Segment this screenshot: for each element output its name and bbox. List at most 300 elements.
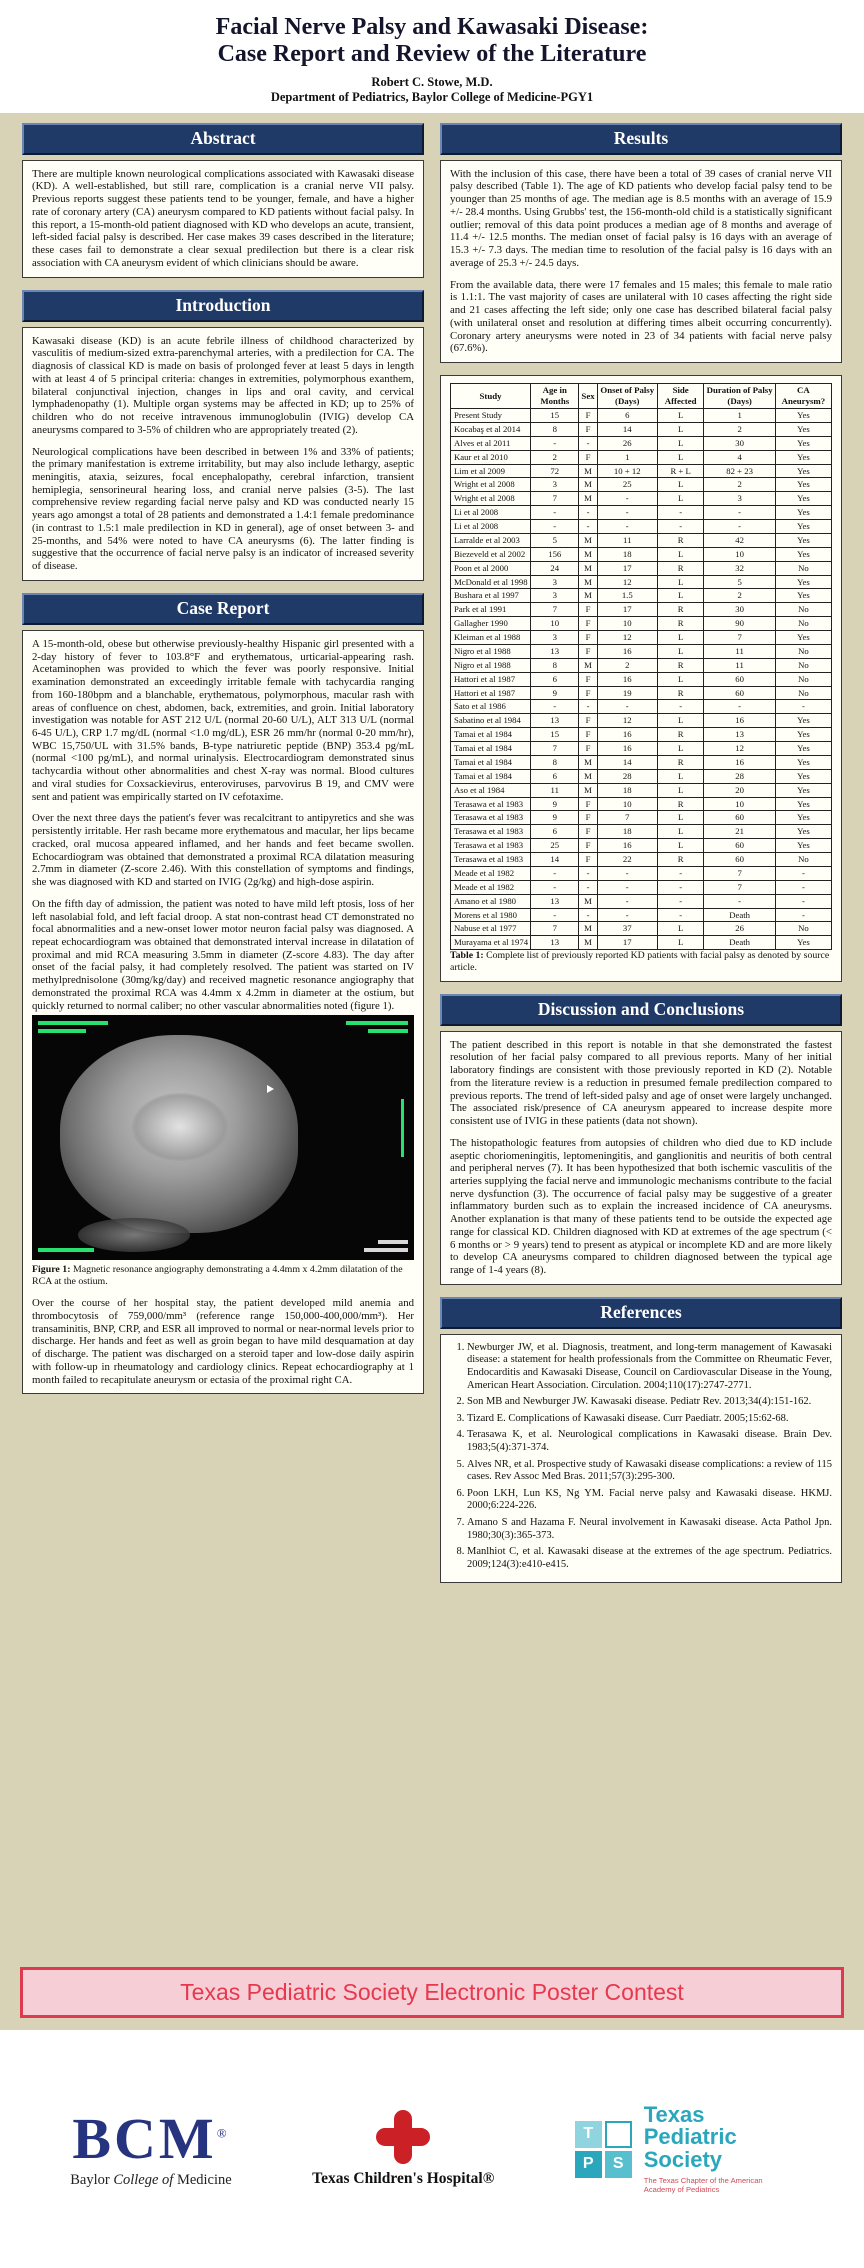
cell-side: R [657, 728, 704, 742]
section-discussion [440, 994, 842, 1285]
mri-overlay-annotation [38, 1029, 86, 1033]
table-row [451, 644, 832, 658]
cell-sex: M [579, 769, 597, 783]
bcm-name-italic: College of [113, 2171, 174, 2188]
section-references [440, 1297, 842, 1584]
cell-side: L [657, 922, 704, 936]
cell-sex: F [579, 811, 597, 825]
mri-overlay-annotation [346, 1021, 408, 1025]
table-header-cell: Side Affected [657, 384, 704, 409]
cell-aneurysm: Yes [775, 409, 831, 423]
abstract-box [22, 160, 424, 278]
cell-age: 13 [531, 644, 579, 658]
cell-aneurysm: Yes [775, 436, 831, 450]
table-header-cell: Sex [579, 384, 597, 409]
cell-aneurysm: Yes [775, 533, 831, 547]
section-table [440, 375, 842, 982]
cell-study: Tamai et al 1984 [451, 742, 531, 756]
table-head [451, 384, 832, 409]
cell-age: - [531, 908, 579, 922]
cell-sex: F [579, 409, 597, 423]
cell-onset: 37 [597, 922, 657, 936]
table-header-cell: CA Aneurysm? [775, 384, 831, 409]
cell-aneurysm: No [775, 658, 831, 672]
cell-aneurysm: No [775, 853, 831, 867]
cell-study: Sato et al 1986 [451, 700, 531, 714]
cell-side: L [657, 644, 704, 658]
cell-side: - [657, 520, 704, 534]
table-row [451, 422, 832, 436]
cell-age: - [531, 436, 579, 450]
section-introduction [22, 290, 424, 581]
cell-sex: F [579, 728, 597, 742]
table-header-cell: Duration of Palsy (Days) [704, 384, 775, 409]
cell-study: Hattori et al 1987 [451, 686, 531, 700]
cell-study: Morens et al 1980 [451, 908, 531, 922]
cell-duration: - [704, 520, 775, 534]
table-header-cell: Study [451, 384, 531, 409]
cell-age: - [531, 700, 579, 714]
cell-duration: 12 [704, 742, 775, 756]
cell-side: L [657, 450, 704, 464]
cell-duration: 2 [704, 478, 775, 492]
cell-duration: 20 [704, 783, 775, 797]
cell-age: 6 [531, 672, 579, 686]
references-box [440, 1334, 842, 1584]
mri-overlay-annotation [38, 1021, 108, 1025]
mri-overlay-annotation [364, 1248, 408, 1252]
cell-onset: - [597, 492, 657, 506]
figure-1-caption-label: Figure 1: [32, 1264, 73, 1276]
cell-side: L [657, 575, 704, 589]
cell-sex: M [579, 533, 597, 547]
cell-sex: - [579, 520, 597, 534]
cell-sex: F [579, 742, 597, 756]
cell-onset: 18 [597, 783, 657, 797]
cell-side: L [657, 769, 704, 783]
reference-item: 3. Tizard E. Complications of Kawasaki disease. Curr Paediatr. 2005;15:62-68. [467, 1413, 832, 1426]
texas-childrens-logo [312, 2110, 494, 2188]
cell-study: Terasawa et al 1983 [451, 811, 531, 825]
cell-aneurysm: Yes [775, 783, 831, 797]
cell-sex: M [579, 894, 597, 908]
cell-side: L [657, 672, 704, 686]
paragraph: A 15-month-old, obese but otherwise previously-healthy Hispanic girl presented with a 2-day history of fever to 103.8°F and erythematous, urticarial-appearing rash. Acetaminophen was provided to which the fever was poorly responsive. Initial examination demonstrated an exceedingly irritable female with tachycardia ranging from 160-180bpm and a blanchable, erythematous, polymorphous, macular rash with areas of confluence on chest, abdomen, back, extremities, and groin. Initial laboratory investigation was notable for AST 212 U/L (normal 20-60 U/L), ALT 313 U/L (normal 6-45 U/L), CRP 1.7 mg/dL (normal <1.0 mg/dL), ESR 26 mm/hr (normal 0-20 mm/hr), WBC 15,750/UL with 31.5% bands, B-type natriuretic peptide (BNP) 353.4 pg/mL (normal <100 pg/mL), and normal urinalysis. Electrocardiogram demonstrated sinus tachycardia without other abnormalities and chest X-ray was normal. Blood cultures and viral studies for Coxsackievirus, enteroviruses, parvovirus B 19, and CMV were sent and patient was empirically started on IV cefotaxime. [32, 637, 414, 803]
cell-duration: Death [704, 908, 775, 922]
cell-onset: 28 [597, 769, 657, 783]
cell-onset: - [597, 880, 657, 894]
cell-sex: F [579, 450, 597, 464]
reference-item: 8. Manlhiot C, et al. Kawasaki disease at the extremes of the age spectrum. Pediatrics. 2009;124(3):e410-e415. [467, 1546, 832, 1571]
mri-rca-marker [267, 1085, 274, 1093]
cell-onset: 11 [597, 533, 657, 547]
cell-age: 7 [531, 742, 579, 756]
paragraph: With the inclusion of this case, there have been a total of 39 cases of cranial nerve VII palsy described (Table 1). The age of KD patients who develop facial palsy tend to be younger than 25 months of age. The median age is 8.5 months with an average of 15.9 +/- 28.4 months. Using Grubbs' test, the 156-month-old child is a statistically significant outlier; removal of this data point produces a median age of 8 months and average of 11.4 +/- 12.5 months. The median onset of facial palsy is 16 days with an average of 15.3 +/- 7.3 days. The median time to resolution of the facial palsy is 16 days with an average of 25.3 +/- 24.5 days. [450, 167, 832, 269]
table-row [451, 894, 832, 908]
poster-title-line2: Case Report and Review of the Literature [217, 40, 647, 67]
cell-onset: 6 [597, 409, 657, 423]
cell-age: 9 [531, 811, 579, 825]
cell-age: 156 [531, 547, 579, 561]
section-results [440, 123, 842, 363]
table-row [451, 908, 832, 922]
cell-aneurysm: Yes [775, 755, 831, 769]
cell-side: - [657, 506, 704, 520]
cell-side: L [657, 936, 704, 950]
table-row [451, 797, 832, 811]
cell-duration: 42 [704, 533, 775, 547]
table-row [451, 700, 832, 714]
cell-duration: 16 [704, 755, 775, 769]
table-row [451, 478, 832, 492]
cell-onset: 14 [597, 755, 657, 769]
author-affiliation: Department of Pediatrics, Baylor College of Medicine-PGY1 [270, 89, 594, 104]
cell-aneurysm: Yes [775, 492, 831, 506]
table-row [451, 728, 832, 742]
table-row [451, 742, 832, 756]
paragraph: From the available data, there were 17 females and 15 males; this female to male ratio is 1.1:1. The vast majority of cases are unilateral with 10 cases affecting the right side and 21 cases affecting the left side; only one case has described bilateral facial palsy (with unilateral onset and resolution at differing times albeit occurring concurrently). Coronary artery aneurysms were noted in 23 of 34 patients with facial nerve palsy (67.6%). [450, 278, 832, 355]
cell-side: R [657, 686, 704, 700]
paragraph: Over the next three days the patient's fever was recalcitrant to antipyretics and she was persistently irritable. Her rash became more erythematous and macular, her lips became cracked, oral mucosa appeared inflamed, and her hands and feet became swollen. Echocardiogram was obtained that demonstrated a proximal RCA dilatation measuring 2.7mm in diameter (Z-score 2.46). With this constellation of symptoms and findings, she was diagnosed with KD and started on IVIG (2g/kg) and high-dose aspirin. [32, 812, 414, 889]
reference-item: 6. Poon LKH, Lun KS, Ng YM. Facial nerve palsy and Kawasaki disease. HKMJ. 2000;6:224-226. [467, 1488, 832, 1513]
cell-sex: F [579, 631, 597, 645]
contest-banner: Texas Pediatric Society Electronic Poster Contest [20, 1967, 844, 2018]
cell-onset: 12 [597, 575, 657, 589]
cell-duration: 16 [704, 714, 775, 728]
cell-age: 9 [531, 686, 579, 700]
figure-1-caption [32, 1264, 414, 1288]
cell-side: L [657, 825, 704, 839]
cell-side: R [657, 853, 704, 867]
cell-study: Gallagher 1990 [451, 617, 531, 631]
cell-sex: F [579, 853, 597, 867]
cell-sex: F [579, 714, 597, 728]
table-caption-text: Complete list of previously reported KD patients with facial palsy as denoted by source article. [450, 950, 830, 973]
cell-aneurysm: Yes [775, 478, 831, 492]
cell-aneurysm: Yes [775, 422, 831, 436]
cell-age: - [531, 506, 579, 520]
cell-side: R [657, 561, 704, 575]
cell-study: Murayama et al 1974 [451, 936, 531, 950]
cell-onset: 16 [597, 742, 657, 756]
cell-sex: M [579, 547, 597, 561]
table-row [451, 561, 832, 575]
cell-sex: - [579, 700, 597, 714]
cell-onset: 10 [597, 797, 657, 811]
cell-sex: F [579, 644, 597, 658]
cell-study: Tamai et al 1984 [451, 728, 531, 742]
introduction-header: Introduction [22, 290, 424, 322]
cell-age: 14 [531, 853, 579, 867]
reference-item: 4. Terasawa K, et al. Neurological complications in Kawasaki disease. Brain Dev. 1983;5(4):371-374. [467, 1429, 832, 1454]
cell-side: - [657, 894, 704, 908]
cell-aneurysm: Yes [775, 450, 831, 464]
cell-study: McDonald et al 1998 [451, 575, 531, 589]
case-report-box [22, 630, 424, 1394]
columns [0, 113, 864, 1953]
abstract-header: Abstract [22, 123, 424, 155]
cell-onset: 17 [597, 561, 657, 575]
cell-age: 7 [531, 922, 579, 936]
cell-duration: 13 [704, 728, 775, 742]
table-row [451, 436, 832, 450]
cell-duration: 11 [704, 658, 775, 672]
cell-study: Wright et al 2008 [451, 478, 531, 492]
reference-item: 1. Newburger JW, et al. Diagnosis, treatment, and long-term management of Kawasaki disease: a statement for health professionals from the Committee on Rheumatic Fever, Endocarditis and Kawasaki Disease, Council on Cardiovascular Disease in the Young, American Heart Association. Circulation. 2004;110(17):2747-2771. [467, 1342, 832, 1392]
cell-sex: M [579, 492, 597, 506]
cell-sex: M [579, 464, 597, 478]
cell-side: L [657, 783, 704, 797]
section-abstract [22, 123, 424, 278]
cell-age: 13 [531, 894, 579, 908]
author-name: Robert C. Stowe, M.D. [371, 74, 493, 89]
section-case-report [22, 593, 424, 1394]
table-body [451, 409, 832, 950]
cell-study: Wright et al 2008 [451, 492, 531, 506]
references-header: References [440, 1297, 842, 1329]
table-box [440, 375, 842, 982]
cell-study: Present Study [451, 409, 531, 423]
cell-onset: - [597, 700, 657, 714]
cell-onset: 22 [597, 853, 657, 867]
cell-age: 5 [531, 533, 579, 547]
bcm-name-post: Medicine [173, 2171, 232, 2188]
cell-sex: - [579, 880, 597, 894]
mri-brain-highlight [132, 1093, 228, 1161]
cell-duration: 7 [704, 880, 775, 894]
cell-duration: 5 [704, 575, 775, 589]
cell-study: Terasawa et al 1983 [451, 825, 531, 839]
table-caption [450, 950, 832, 974]
cell-side: R + L [657, 464, 704, 478]
results-box [440, 160, 842, 363]
cell-age: 72 [531, 464, 579, 478]
cell-study: Poon et al 2000 [451, 561, 531, 575]
cell-onset: - [597, 866, 657, 880]
cell-duration: Death [704, 936, 775, 950]
cell-study: Alves et al 2011 [451, 436, 531, 450]
cell-onset: 16 [597, 672, 657, 686]
cell-study: Tamai et al 1984 [451, 755, 531, 769]
mri-overlay-annotation [378, 1240, 408, 1244]
table-row [451, 866, 832, 880]
cell-duration: - [704, 506, 775, 520]
cell-side: R [657, 603, 704, 617]
cell-onset: 2 [597, 658, 657, 672]
cell-duration: 82 + 23 [704, 464, 775, 478]
cell-age: 13 [531, 936, 579, 950]
mri-secondary-structure [78, 1218, 190, 1252]
cell-onset: 25 [597, 478, 657, 492]
cell-study: Amano et al 1980 [451, 894, 531, 908]
cell-sex: M [579, 936, 597, 950]
table-header-cell: Age in Months [531, 384, 579, 409]
tps-word-texas: Texas [643, 2101, 705, 2127]
cell-aneurysm: Yes [775, 742, 831, 756]
cell-side: - [657, 880, 704, 894]
cell-side: - [657, 700, 704, 714]
table-row [451, 589, 832, 603]
table-row [451, 520, 832, 534]
cell-sex: F [579, 603, 597, 617]
cell-onset: 26 [597, 436, 657, 450]
table-header-row [451, 384, 832, 409]
cell-duration: 60 [704, 686, 775, 700]
cell-sex: - [579, 866, 597, 880]
bcm-acronym: BCM [72, 2105, 217, 2171]
cell-side: L [657, 839, 704, 853]
cell-onset: 18 [597, 825, 657, 839]
cell-age: 8 [531, 755, 579, 769]
cell-duration: 7 [704, 866, 775, 880]
cell-study: Li et al 2008 [451, 520, 531, 534]
mri-overlay-annotation [38, 1248, 94, 1252]
table-row [451, 769, 832, 783]
paragraph: On the fifth day of admission, the patient was noted to have mild left ptosis, loss of her left nasolabial fold, and left facial droop. A stat non-contrast head CT demonstrated no focal abnormalities and a new-onset lower motor neuron facial palsy was diagnosed. A repeat echocardiogram was obtained that demonstrated interval increase in dilatation of proximal and mid RCA measuring 3.5mm in diameter (Z-score 4.83). The day after onset of the facial palsy, it had completely resolved. The patient was started on IV methylprednisolone (30mg/kg/day) and received magnetic resonance angiography that demonstrated the proximal RCA was 4.4mm x 4.2mm in diameter at the ostium, but quickly returned to normal caliber; no other vascular abnormalities noted (figure 1). [32, 897, 414, 1012]
table-row [451, 575, 832, 589]
cell-duration: 28 [704, 769, 775, 783]
cell-sex: F [579, 825, 597, 839]
cell-duration: 4 [704, 450, 775, 464]
cell-side: R [657, 533, 704, 547]
cell-side: L [657, 492, 704, 506]
cell-age: 15 [531, 728, 579, 742]
table-row [451, 547, 832, 561]
cell-sex: M [579, 658, 597, 672]
figure-1-caption-text: Magnetic resonance angiography demonstrating a 4.4mm x 4.2mm dilatation of the RCA at the ostium. [32, 1264, 403, 1288]
results-header: Results [440, 123, 842, 155]
table-header-cell: Onset of Palsy (Days) [597, 384, 657, 409]
cell-side: - [657, 908, 704, 922]
cell-aneurysm: - [775, 880, 831, 894]
cell-age: 6 [531, 769, 579, 783]
cell-side: L [657, 547, 704, 561]
cell-sex: M [579, 589, 597, 603]
cell-onset: 16 [597, 644, 657, 658]
cell-study: Kocabaş et al 2014 [451, 422, 531, 436]
cell-duration: 2 [704, 589, 775, 603]
tps-blocks-icon [575, 2121, 632, 2178]
cell-side: R [657, 617, 704, 631]
cell-duration: 10 [704, 547, 775, 561]
discussion-header: Discussion and Conclusions [440, 994, 842, 1026]
cell-study: Hattori et al 1987 [451, 672, 531, 686]
cell-side: - [657, 866, 704, 880]
cell-side: L [657, 478, 704, 492]
cell-aneurysm: Yes [775, 825, 831, 839]
cell-aneurysm: No [775, 561, 831, 575]
table-row [451, 450, 832, 464]
cell-study: Sabatino et al 1984 [451, 714, 531, 728]
paragraph: There are multiple known neurological complications associated with Kawasaki disease (KD). A well-established, but still rare, complication is a cranial nerve VII palsy. Previous reports suggest these patients tend to be younger, female, and have a higher rate of coronary artery (CA) aneurysm compared to KD patients without facial palsy. In this report, a 15-month-old patient diagnosed with KD who develops an acute, transient, left-sided facial palsy is described. Her case makes 39 cases described in the literature; these cases fail to demonstrate a clear sexual predilection but there is a clear risk association with CA aneurysm evident of which clinicians should be aware. [32, 167, 414, 269]
cell-onset: 16 [597, 839, 657, 853]
right-column [440, 123, 842, 1584]
cell-aneurysm: Yes [775, 797, 831, 811]
cell-side: L [657, 422, 704, 436]
table-row [451, 533, 832, 547]
kd-facial-palsy-table [450, 383, 832, 950]
tps-square-p: P [575, 2151, 602, 2178]
cell-side: L [657, 589, 704, 603]
bcm-registered-mark: ® [216, 2125, 230, 2141]
bcm-wordmark [70, 2105, 232, 2171]
cell-sex: M [579, 783, 597, 797]
table-row [451, 631, 832, 645]
cell-duration: 1 [704, 409, 775, 423]
cell-sex: M [579, 922, 597, 936]
cell-age: 24 [531, 561, 579, 575]
paragraph: The histopathologic features from autopsies of children who died due to KD include aseptic choriomeningitis, leptomeningitis, and ganglionitis and neuritis of both central and peripheral nerves (7). It has been hypothesized that both ischemic vasculitis of the arteries supplying the facial nerve and immunologic mechanisms contribute to the facial nerve dysfunction (3). The occurrence of facial palsy may be suggestive of a greater inflammatory burden such as to explain the increased incidence of CA aneurysms. Another explanation is that many of these patients tend to be outside the expected age range for classical KD. Children diagnosed with KD at extremes of the age spectrum (< 6 months or > 9 years) tend to present as atypical or incomplete KD and are more likely to develop CA aneurysms compared to children diagnosed between the typical age range of 1-4 years (8). [450, 1136, 832, 1277]
cell-onset: 12 [597, 714, 657, 728]
cell-aneurysm: - [775, 866, 831, 880]
table-row [451, 464, 832, 478]
discussion-box [440, 1031, 842, 1285]
cell-onset: 16 [597, 728, 657, 742]
cell-duration: 2 [704, 422, 775, 436]
cell-aneurysm: Yes [775, 520, 831, 534]
cell-aneurysm: Yes [775, 547, 831, 561]
cell-sex: F [579, 839, 597, 853]
table-row [451, 409, 832, 423]
cell-sex: F [579, 617, 597, 631]
cell-side: R [657, 797, 704, 811]
tps-word-society: Society [643, 2147, 723, 2173]
cell-onset: 12 [597, 631, 657, 645]
cell-side: L [657, 742, 704, 756]
cell-onset: - [597, 520, 657, 534]
table-row [451, 922, 832, 936]
cell-study: Larralde et al 2003 [451, 533, 531, 547]
cell-onset: 1 [597, 450, 657, 464]
cell-age: 11 [531, 783, 579, 797]
cell-aneurysm: - [775, 908, 831, 922]
cell-onset: 10 [597, 617, 657, 631]
table-row [451, 686, 832, 700]
cell-duration: 60 [704, 672, 775, 686]
cell-aneurysm: No [775, 603, 831, 617]
references-list [450, 1342, 832, 1572]
cell-sex: F [579, 422, 597, 436]
cell-onset: 7 [597, 811, 657, 825]
cell-duration: 60 [704, 853, 775, 867]
paragraph: The patient described in this report is notable in that she demonstrated the fastest resolution of her facial palsy compared to all previous reports. Many of her initial laboratory findings are consistent with those previously reported in KD (2). Notable from the literature review is a reduction in presumed female predilection compared to previous reports. The trend of left-sided palsy and age of onset were largely unchanged. The associated risk/presence of CA aneurysm appeared to increase despite more consistent use of IVIG in these patients (data not shown). [450, 1038, 832, 1128]
cell-sex: M [579, 755, 597, 769]
cell-study: Nabuse et al 1977 [451, 922, 531, 936]
cell-age: 7 [531, 603, 579, 617]
cell-sex: M [579, 561, 597, 575]
cell-duration: - [704, 700, 775, 714]
cell-aneurysm: Yes [775, 506, 831, 520]
reference-item: 5. Alves NR, et al. Prospective study of Kawasaki disease complications: a review of 115 cases. Rev Assoc Med Bras. 2011;57(3):295-300. [467, 1459, 832, 1484]
case-report-header: Case Report [22, 593, 424, 625]
cell-duration: 32 [704, 561, 775, 575]
cell-duration: 30 [704, 436, 775, 450]
cell-aneurysm: Yes [775, 575, 831, 589]
table-row [451, 714, 832, 728]
table-row [451, 853, 832, 867]
cell-study: Tamai et al 1984 [451, 769, 531, 783]
cell-onset: - [597, 506, 657, 520]
tps-word-pediatric: Pediatric [643, 2124, 737, 2150]
cell-aneurysm: No [775, 617, 831, 631]
cell-age: 8 [531, 422, 579, 436]
cell-aneurysm: Yes [775, 936, 831, 950]
cell-aneurysm: Yes [775, 589, 831, 603]
left-column [22, 123, 424, 1395]
cell-age: 3 [531, 631, 579, 645]
cell-duration: 10 [704, 797, 775, 811]
cell-duration: 30 [704, 603, 775, 617]
